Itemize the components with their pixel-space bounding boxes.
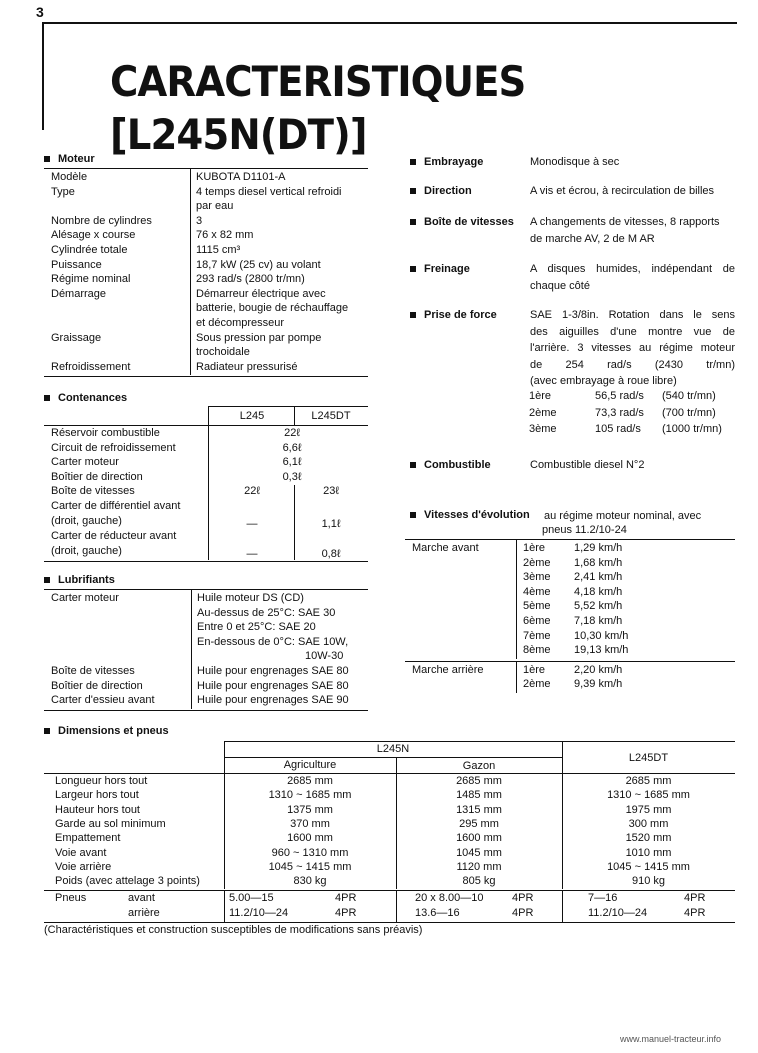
- vitesse-speed: 1,29 km/h: [574, 542, 623, 554]
- moteur-row-label: Nombre de cylindres: [51, 214, 152, 227]
- dimension-gazon-value: 1600 mm: [456, 832, 502, 845]
- dimension-l245dt-value: 910 kg: [631, 875, 666, 888]
- section-heading-label: Direction: [424, 185, 472, 197]
- right-spec-heading: [410, 185, 472, 199]
- dimensions-heading: [44, 725, 169, 739]
- dimensions-divider-left-head: [224, 741, 225, 773]
- dimension-agri-value: 960 ~ 1310 mm: [271, 846, 349, 859]
- dimensions-divider-mid: [396, 773, 397, 889]
- contenances-divider-mid: [294, 485, 295, 560]
- dimension-row-label: Poids (avec attelage 3 points): [55, 875, 200, 888]
- moteur-row-label: Graissage: [51, 331, 102, 344]
- pneus-label: Pneus: [55, 892, 87, 905]
- moteur-heading: [44, 153, 95, 167]
- dimension-gazon-value: 2685 mm: [456, 775, 502, 787]
- pto-trmn: (700 tr/mn): [662, 406, 716, 419]
- contenances-row-label: Carter de différentiel avant: [51, 500, 181, 512]
- vitesse-gear: 5ème: [523, 600, 551, 613]
- lubrifiant-row-value: Au-dessus de 25°C: SAE 30: [197, 606, 336, 619]
- pneus-agri-size: 11.2/10—24: [229, 906, 289, 919]
- right-spec-value: Monodisque à sec: [530, 156, 620, 168]
- dimensions-col-l245dt: L245DT: [628, 752, 669, 764]
- footer-url: www.manuel-tracteur.info: [620, 1034, 722, 1044]
- vitesse-speed: 2,20 km/h: [574, 663, 623, 676]
- pneus-gazon-size: 20 x 8.00—10: [415, 892, 484, 905]
- vitesses-divider-arriere: [516, 661, 517, 693]
- vitesses-divider-avant: [516, 539, 517, 659]
- section-heading-label: Moteur: [58, 153, 95, 165]
- contenances-row-label: (droit, gauche): [51, 544, 122, 557]
- dimension-row-label: Garde au sol minimum: [55, 817, 166, 830]
- pneus-position: arrière: [128, 906, 160, 919]
- lubrifiants-bottom-rule: [44, 710, 368, 711]
- pto-rads: 73,3 rad/s: [595, 406, 644, 419]
- vitesse-gear: 7ème: [523, 629, 551, 642]
- contenances-shared-value: 22ℓ: [284, 427, 300, 439]
- dimension-gazon-value: 1045 mm: [456, 846, 502, 859]
- vitesse-speed: 5,52 km/h: [574, 600, 623, 613]
- section-heading-label: Boîte de vitesses: [424, 216, 514, 228]
- dimensions-divider-mid-head: [396, 757, 397, 773]
- dimensions-top-rule: [224, 741, 735, 742]
- pneus-l245dt-ply: 4PR: [684, 906, 706, 919]
- dimensions-divider-right: [562, 773, 563, 889]
- lubrifiant-row-label: Boîte de vitesses: [51, 665, 135, 677]
- vitesse-gear: 4ème: [523, 585, 551, 598]
- right-spec-value: A changements de vitesses, 8 rapports: [530, 216, 720, 228]
- right-spec-heading: [410, 216, 514, 230]
- moteur-row-value: 18,7 kW (25 cv) au volant: [196, 258, 321, 271]
- dimension-row-label: Longueur hors tout: [55, 775, 148, 787]
- dimension-l245dt-value: 300 mm: [628, 817, 669, 830]
- moteur-row-value: KUBOTA D1101-A: [196, 171, 286, 183]
- vitesses-top-rule: [405, 539, 735, 540]
- moteur-divider: [190, 168, 191, 375]
- contenances-l245dt-value: 0,8ℓ: [321, 547, 341, 560]
- pneus-divider-mid: [396, 890, 397, 922]
- pneus-agri-ply: 4PR: [335, 906, 357, 919]
- contenances-l245dt-value: 23ℓ: [323, 485, 339, 498]
- moteur-row-value: batterie, bougie de réchauffage: [196, 302, 349, 315]
- moteur-row-value: par eau: [196, 200, 234, 213]
- section-heading-label: Freinage: [424, 263, 470, 275]
- lubrifiant-row-value: Huile pour engrenages SAE 90: [197, 694, 349, 707]
- moteur-row-value: trochoidale: [196, 346, 250, 359]
- pneus-gazon-size: 13.6—16: [415, 906, 460, 919]
- vitesse-speed: 9,39 km/h: [574, 678, 623, 691]
- right-spec-value: des aiguilles d'une montre vue de: [530, 325, 735, 338]
- pto-gear: 3ème: [529, 423, 557, 435]
- contenances-heading: [44, 392, 127, 406]
- vitesse-gear: 3ème: [523, 571, 551, 584]
- moteur-row-label: Puissance: [51, 258, 102, 271]
- pto-rads: 105 rad/s: [595, 423, 641, 435]
- dimensions-sub-gazon: Gazon: [462, 760, 496, 772]
- contenances-row-label: Boîte de vitesses: [51, 485, 135, 498]
- dimension-gazon-value: 1120 mm: [456, 860, 502, 873]
- dimension-row-label: Empattement: [55, 832, 121, 845]
- dimension-row-label: Largeur hors tout: [55, 789, 139, 802]
- pneus-l245dt-size: 7—16: [588, 892, 618, 905]
- dimension-agri-value: 1045 ~ 1415 mm: [268, 860, 352, 873]
- pneus-agri-size: 5.00—15: [229, 892, 274, 905]
- dimensions-group-rule: [224, 757, 562, 758]
- bullet-icon: [44, 395, 50, 401]
- section-heading-label: Combustible: [424, 459, 491, 471]
- pto-rads: 56,5 rad/s: [595, 390, 644, 402]
- dimension-gazon-value: 295 mm: [459, 817, 499, 830]
- marche-arriere-label: Marche arrière: [412, 663, 484, 676]
- moteur-row-value: 1115 cm³: [196, 244, 241, 256]
- right-spec-heading: [410, 263, 470, 277]
- dimensions-divider-left: [224, 773, 225, 889]
- moteur-row-value: Sous pression par pompe: [196, 331, 322, 344]
- lubrifiant-row-value: Huile moteur DS (CD): [197, 592, 304, 604]
- contenances-shared-value: 0,3ℓ: [282, 470, 302, 483]
- contenances-shared-value: 6,6ℓ: [282, 441, 302, 454]
- right-spec-value: (avec embrayage à roue libre): [530, 375, 677, 387]
- moteur-row-label: Type: [51, 185, 75, 198]
- pneus-l245dt-ply: 4PR: [684, 892, 706, 905]
- vitesse-gear: 2ème: [523, 556, 551, 569]
- section-heading-label: Embrayage: [424, 156, 484, 168]
- contenances-top-rule: [208, 406, 368, 407]
- moteur-row-value: et décompresseur: [196, 317, 285, 329]
- vitesse-gear: 1ère: [523, 663, 546, 676]
- bullet-icon: [410, 312, 416, 318]
- pneus-position: avant: [128, 892, 155, 905]
- section-heading-label: Dimensions et pneus: [58, 725, 169, 737]
- dimensions-pneus-rule: [44, 890, 735, 891]
- bullet-icon: [410, 462, 416, 468]
- lubrifiants-heading: [44, 574, 115, 588]
- pto-trmn: (540 tr/mn): [662, 390, 716, 402]
- lubrifiant-row-label: Carter d'essieu avant: [51, 694, 155, 707]
- contenances-row-label: Carter de réducteur avant: [51, 530, 177, 543]
- pto-gear: 2ème: [529, 406, 557, 419]
- dimension-row-label: Voie avant: [55, 846, 107, 859]
- dimension-agri-value: 370 mm: [290, 817, 330, 830]
- right-spec-value: de 254 rad/s (2430 tr/mn): [530, 358, 735, 371]
- dimension-l245dt-value: 1975 mm: [625, 803, 672, 816]
- vitesse-gear: 6ème: [523, 615, 551, 627]
- pneus-gazon-ply: 4PR: [512, 892, 534, 905]
- dimensions-sub-agriculture: Agriculture: [283, 759, 337, 771]
- moteur-bottom-rule: [44, 376, 368, 377]
- dimension-agri-value: 830 kg: [293, 875, 327, 888]
- pneus-l245dt-size: 11.2/10—24: [588, 906, 648, 919]
- moteur-row-label: Démarrage: [51, 287, 107, 300]
- moteur-row-value: 4 temps diesel vertical refroidi: [196, 185, 342, 198]
- contenances-divider-left: [208, 406, 209, 560]
- right-spec-value: A disques humides, indépendant de: [530, 263, 735, 275]
- vitesse-speed: 10,30 km/h: [574, 629, 629, 642]
- pneus-gazon-ply: 4PR: [512, 906, 534, 919]
- marche-avant-label: Marche avant: [412, 542, 479, 554]
- moteur-row-label: Cylindrée totale: [51, 244, 128, 256]
- bullet-icon: [410, 188, 416, 194]
- vitesse-gear: 1ère: [523, 542, 546, 554]
- dimension-gazon-value: 805 kg: [462, 875, 496, 888]
- combustible-heading: [410, 459, 491, 473]
- vitesse-gear: 2ème: [523, 678, 551, 691]
- right-spec-heading: [410, 156, 483, 170]
- bullet-icon: [410, 266, 416, 272]
- contenances-l245-value: 22ℓ: [244, 485, 260, 498]
- page-title: CARACTERISTIQUES [L245N(DT)]: [110, 57, 526, 159]
- moteur-row-label: Modèle: [51, 171, 88, 183]
- moteur-row-label: Alésage x course: [51, 229, 136, 242]
- dimensions-header-rule: [44, 773, 735, 774]
- combustible-value: Combustible diesel N°2: [530, 459, 645, 471]
- dimensions-bottom-rule: [44, 922, 735, 923]
- vitesses-heading: [410, 509, 530, 523]
- vitesses-mid-rule: [405, 661, 735, 662]
- vitesse-speed: 1,68 km/h: [574, 556, 623, 569]
- right-spec-heading: [410, 309, 497, 323]
- section-heading-label: Prise de force: [424, 309, 497, 321]
- dimension-row-label: Voie arrière: [55, 860, 112, 873]
- dimensions-note: (Charactéristiques et construction susceptibles de modifications sans préavis): [44, 924, 423, 936]
- right-spec-value: A vis et écrou, à recirculation de billes: [530, 185, 715, 197]
- lubrifiant-row-label: Carter moteur: [51, 592, 119, 604]
- dimension-agri-value: 1310 ~ 1685 mm: [268, 789, 352, 802]
- pneus-divider-right: [562, 890, 563, 922]
- contenances-shared-value: 6,1ℓ: [282, 456, 302, 469]
- right-spec-value: de marche AV, 2 de M AR: [530, 232, 655, 245]
- dimension-l245dt-value: 1045 ~ 1415 mm: [607, 860, 690, 873]
- dimensions-divider-right-head: [562, 741, 563, 773]
- contenances-l245dt-value: 1,1ℓ: [321, 517, 341, 530]
- page-number: 3: [36, 4, 44, 20]
- contenances-l245-value: —: [246, 517, 258, 530]
- contenances-row-label: Carter moteur: [51, 456, 119, 469]
- lubrifiant-row-value: Huile pour engrenages SAE 80: [197, 665, 349, 677]
- vitesses-subtitle-2: pneus 11.2/10-24: [542, 524, 627, 536]
- contenances-bottom-rule: [44, 561, 368, 562]
- contenances-row-label: Circuit de refroidissement: [51, 441, 176, 454]
- section-heading-label: Contenances: [58, 392, 128, 404]
- pto-trmn: (1000 tr/mn): [662, 423, 722, 435]
- contenances-row-label: Boîtier de direction: [51, 470, 143, 483]
- lubrifiants-top-rule: [44, 589, 368, 590]
- contenances-header-rule: [44, 425, 368, 426]
- bullet-icon: [410, 219, 416, 225]
- section-heading-label: Lubrifiants: [58, 574, 115, 586]
- bullet-icon: [44, 728, 50, 734]
- pneus-agri-ply: 4PR: [335, 892, 357, 905]
- pneus-divider-left: [224, 890, 225, 922]
- lubrifiant-row-value: En-dessous de 0°C: SAE 10W,: [197, 635, 349, 648]
- dimension-agri-value: 1375 mm: [287, 803, 333, 816]
- contenances-col-l245dt: L245DT: [311, 410, 351, 422]
- dimension-row-label: Hauteur hors tout: [55, 803, 140, 816]
- contenances-row-label: Réservoir combustible: [51, 427, 160, 439]
- moteur-row-label: Refroidissement: [51, 360, 131, 373]
- lubrifiant-row-value: Huile pour engrenages SAE 80: [197, 679, 349, 692]
- vitesses-subtitle: au régime moteur nominal, avec: [544, 510, 702, 522]
- lubrifiant-row-value: Entre 0 et 25°C: SAE 20: [197, 621, 316, 634]
- dimension-agri-value: 1600 mm: [287, 832, 333, 845]
- bullet-icon: [410, 159, 416, 165]
- lubrifiant-row-label: Boîtier de direction: [51, 679, 143, 692]
- dimension-gazon-value: 1485 mm: [456, 789, 502, 802]
- moteur-row-value: 3: [196, 214, 203, 227]
- dimension-l245dt-value: 1310 ~ 1685 mm: [607, 789, 690, 802]
- moteur-row-value: Démarreur électrique avec: [196, 287, 326, 300]
- vitesse-gear: 8ème: [523, 644, 551, 657]
- dimension-l245dt-value: 1010 mm: [625, 846, 672, 859]
- bullet-icon: [44, 577, 50, 583]
- contenances-divider-head: [294, 406, 295, 425]
- contenances-col-l245: L245: [239, 410, 265, 422]
- contenances-l245-value: —: [246, 547, 258, 560]
- contenances-row-label: (droit, gauche): [51, 514, 122, 527]
- right-spec-value: chaque côté: [530, 279, 590, 292]
- pto-gear: 1ère: [529, 390, 552, 402]
- lubrifiant-row-value: 10W-30: [305, 650, 344, 663]
- moteur-top-rule: [44, 168, 368, 169]
- right-spec-value: l'arrière. 3 vitesses au régime moteur: [530, 342, 735, 354]
- vitesse-speed: 2,41 km/h: [574, 571, 623, 584]
- dimensions-group-l245n: L245N: [376, 743, 410, 755]
- dimension-l245dt-value: 2685 mm: [625, 775, 672, 787]
- vitesse-speed: 4,18 km/h: [574, 585, 623, 598]
- lubrifiants-divider: [191, 589, 192, 709]
- moteur-row-value: 293 rad/s (2800 tr/mn): [196, 273, 305, 286]
- bullet-icon: [410, 512, 416, 518]
- dimension-l245dt-value: 1520 mm: [625, 832, 672, 845]
- vitesse-speed: 7,18 km/h: [574, 615, 623, 627]
- vitesse-speed: 19,13 km/h: [574, 644, 629, 657]
- right-spec-value: SAE 1-3/8in. Rotation dans le sens: [530, 309, 735, 321]
- dimension-gazon-value: 1315 mm: [456, 803, 502, 816]
- moteur-row-value: 76 x 82 mm: [196, 229, 254, 242]
- bullet-icon: [44, 156, 50, 162]
- section-heading-label: Vitesses d'évolution: [424, 509, 530, 521]
- moteur-row-value: Radiateur pressurisé: [196, 360, 298, 373]
- moteur-row-label: Régime nominal: [51, 273, 131, 286]
- dimension-agri-value: 2685 mm: [287, 775, 333, 787]
